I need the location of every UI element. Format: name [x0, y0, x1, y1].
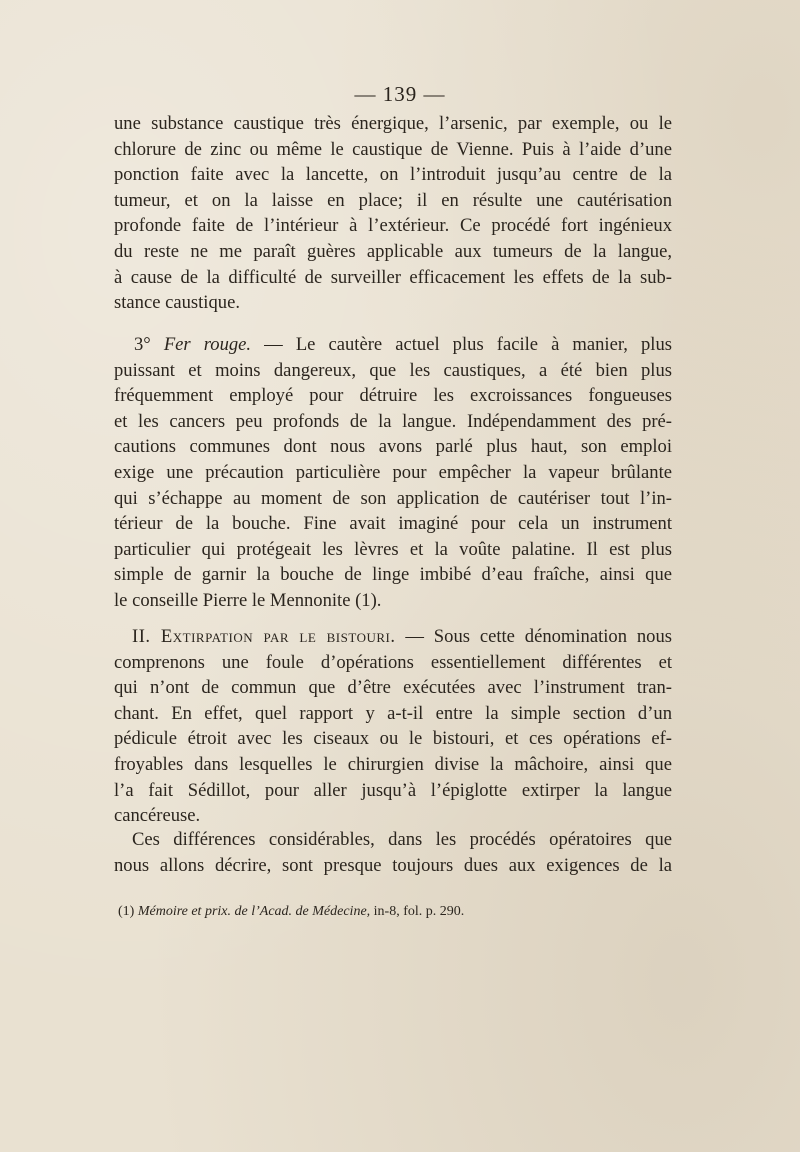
text-line: pédicule étroit avec les ciseaux ou le bistouri, et ces opérations ef-	[114, 728, 672, 750]
paragraph-extirpation	[114, 624, 672, 829]
text-line: du reste ne me paraît guères applicable aux tumeurs de la langue,	[114, 240, 672, 262]
text-line: puissant et moins dangereux, que les caustiques, a été bien plus	[114, 359, 672, 381]
text-line: fréquemment employé pour détruire les excroissances fongueuses	[114, 385, 672, 407]
text-line: térieur de la bouche. Fine avait imaginé pour cela un instrument	[114, 513, 672, 535]
text-line: ponction faite avec la lancette, on l’introduit jusqu’au centre de la	[114, 164, 672, 186]
text-line: chlorure de zinc ou même le caustique de Vienne. Puis à l’aide d’une	[114, 138, 672, 160]
text-line: comprenons une foule d’opérations essentiellement différentes et	[114, 651, 672, 673]
text-line: nous allons décrire, sont presque toujours dues aux exigences de la	[114, 854, 672, 876]
section-title: Fer rouge.	[163, 334, 252, 355]
text-line: exige une précaution particulière pour empêcher la vapeur brûlante	[114, 461, 672, 483]
section-heading-line	[114, 332, 672, 358]
paragraph-caustics	[114, 111, 672, 316]
footnote	[118, 904, 464, 920]
text-line: froyables dans lesquelles le chirurgien divise la mâchoire, ainsi que	[114, 753, 672, 775]
text-line: tumeur, et on la laisse en place; il en résulte une cautérisation	[114, 189, 672, 211]
footnote-title: Mémoire et prix. de l’Acad. de Médecine,	[137, 904, 371, 919]
text-line: chant. En effet, quel rapport y a-t-il entre la simple section d’un	[114, 702, 672, 724]
section-heading: II. Extirpation par le bistouri.	[132, 626, 396, 647]
text-line: l’a fait Sédillot, pour aller jusqu’à l’épiglotte extirper la langue	[114, 779, 672, 801]
section-heading-line	[114, 624, 672, 650]
text-line: à cause de la difficulté de surveiller efficacement les effets de la sub-	[114, 266, 672, 288]
text-line: profonde faite de l’intérieur à l’extérieur. Ce procédé fort ingénieux	[114, 215, 672, 237]
text-line: cautions communes dont nous avons parlé plus haut, son emploi	[114, 436, 672, 458]
text-line: cancéreuse.	[114, 805, 201, 827]
text-line: une substance caustique très énergique, l’arsenic, par exemple, ou le	[114, 113, 672, 134]
text-line: simple de garnir la bouche de linge imbibé d’eau fraîche, ainsi que	[114, 564, 672, 586]
footnote-marker: (1)	[118, 904, 135, 919]
footnote-details: in-8, fol. p. 290.	[373, 904, 465, 919]
text-line: particulier qui protégeait les lèvres et la voûte palatine. Il est plus	[114, 538, 672, 560]
text-line: qui s’échappe au moment de son application de cautériser tout l’in-	[114, 487, 672, 509]
text-line: le conseille Pierre le Mennonite (1).	[114, 589, 382, 611]
section-number: 3°	[134, 334, 151, 355]
text-fragment: — Sous cette dénomination nous	[405, 626, 672, 647]
paragraph-fer-rouge	[114, 332, 672, 614]
text-line: Ces différences considérables, dans les procédés opératoires que	[132, 829, 672, 850]
text-fragment: — Le cautère actuel plus facile à manier, plus	[264, 334, 672, 355]
paragraph-differences	[114, 827, 672, 878]
page-number: — 139 —	[354, 82, 446, 106]
text-line: qui n’ont de commun que d’être exécutées avec l’instrument tran-	[114, 677, 672, 699]
text-line: stance caustique.	[114, 292, 240, 314]
text-line: et les cancers peu profonds de la langue. Indépendamment des pré-	[114, 410, 672, 432]
